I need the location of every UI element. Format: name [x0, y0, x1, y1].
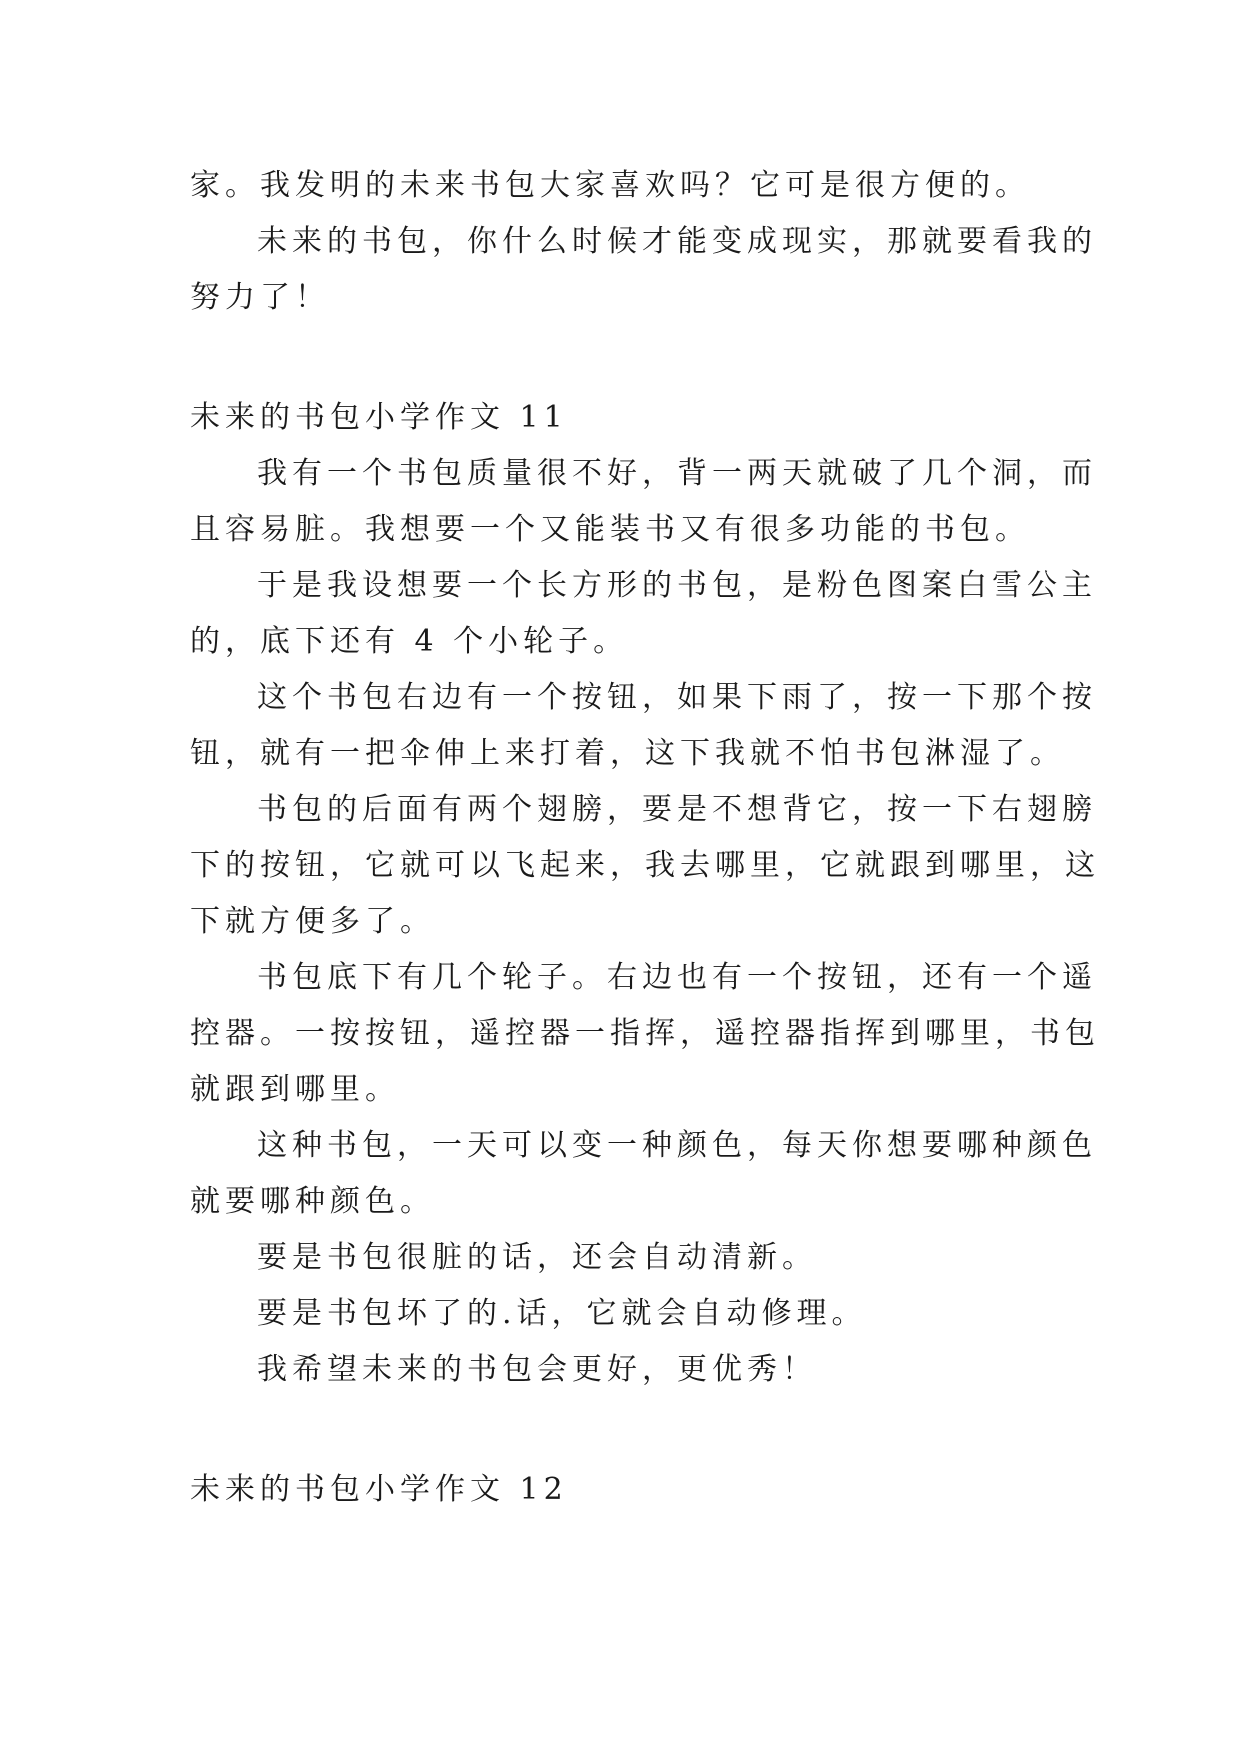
- text-line: 控器。一按按钮，遥控器一指挥，遥控器指挥到哪里，书包: [190, 1016, 1100, 1051]
- text-line: 家。我发明的未来书包大家喜欢吗？它可是很方便的。: [190, 168, 1030, 203]
- paragraph-start-line: 这个书包右边有一个按钮，如果下雨了，按一下那个按: [257, 680, 1097, 715]
- paragraph-start-line: 这种书包，一天可以变一种颜色，每天你想要哪种颜色: [257, 1128, 1097, 1163]
- text-line: 就要哪种颜色。: [190, 1184, 435, 1219]
- paragraph-start-line: 我有一个书包质量很不好，背一两天就破了几个洞，而: [257, 456, 1097, 491]
- text-line: 下的按钮，它就可以飞起来，我去哪里，它就跟到哪里，这: [190, 848, 1100, 883]
- text-line: 就跟到哪里。: [190, 1072, 400, 1107]
- text-line: 下就方便多了。: [190, 904, 435, 939]
- paragraph-start-line: 要是书包很脏的话，还会自动清新。: [257, 1240, 817, 1275]
- text-line: 的，底下还有 4 个小轮子。: [190, 624, 629, 659]
- paragraph-start-line: 要是书包坏了的.话，它就会自动修理。: [257, 1296, 867, 1331]
- text-line: 钮，就有一把伞伸上来打着，这下我就不怕书包淋湿了。: [190, 736, 1065, 771]
- text-line: 且容易脏。我想要一个又能装书又有很多功能的书包。: [190, 512, 1030, 547]
- paragraph-start-line: 于是我设想要一个长方形的书包，是粉色图案白雪公主: [257, 568, 1097, 603]
- section-heading: 未来的书包小学作文 12: [190, 1472, 568, 1507]
- paragraph-start-line: 书包底下有几个轮子。右边也有一个按钮，还有一个遥: [257, 960, 1097, 995]
- paragraph-start-line: 我希望未来的书包会更好，更优秀！: [257, 1352, 817, 1387]
- section-heading: 未来的书包小学作文 11: [190, 400, 568, 435]
- text-line: 努力了！: [190, 280, 330, 315]
- paragraph-start-line: 未来的书包，你什么时候才能变成现实，那就要看我的: [257, 224, 1097, 259]
- paragraph-start-line: 书包的后面有两个翅膀，要是不想背它，按一下右翅膀: [257, 792, 1097, 827]
